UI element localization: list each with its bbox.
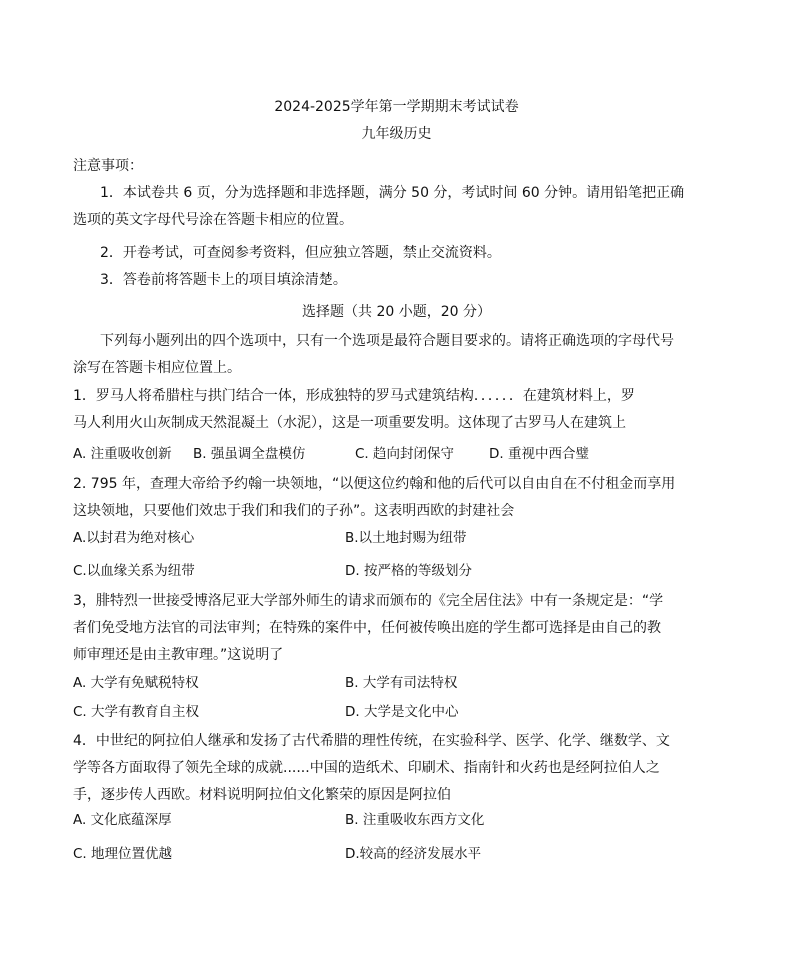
question-4-line-2: 学等各方面取得了领先全球的成就......中国的造纸术、印刷术、指南针和火药也是经阿拉伯人之 bbox=[73, 760, 660, 776]
question-1-option-a: A. 注重吸收创新 bbox=[73, 446, 172, 462]
question-1-option-d: D. 重视中西合璧 bbox=[489, 446, 589, 462]
question-3-option-a: A. 大学有免赋税特权 bbox=[73, 675, 199, 691]
question-3-line-3: 师审理还是由主教审理。”这说明了 bbox=[73, 647, 284, 663]
question-1-line-1: 1．罗马人将希腊柱与拱门结合一体，形成独特的罗马式建筑结构．．．．．．在建筑材料上，罗 bbox=[73, 388, 635, 404]
notice-item-1-line-1: 1．本试卷共 6 页，分为选择题和非选择题，满分 50 分，考试时间 60 分钟。请用铅笔把正确 bbox=[100, 185, 685, 201]
notice-item-1-line-2: 选项的英文字母代号涂在答题卡相应的位置。 bbox=[73, 212, 353, 228]
question-2-option-c: C.以血缘关系为纽带 bbox=[73, 563, 195, 579]
question-2-option-d: D. 按严格的等级划分 bbox=[345, 563, 472, 579]
question-3-option-b: B. 大学有司法特权 bbox=[345, 675, 458, 691]
notice-heading: 注意事项： bbox=[73, 158, 143, 174]
question-3-line-1: 3，腓特烈一世接受博洛尼亚大学部外师生的请求而颁布的《完全居住法》中有一条规定是：“学 bbox=[73, 593, 664, 609]
question-4-option-d: D.较高的经济发展水平 bbox=[345, 846, 482, 862]
question-2-option-b: B.以土地封赐为纽带 bbox=[345, 530, 467, 546]
exam-title: 2024-2025学年第一学期期末考试试卷 bbox=[274, 99, 519, 115]
notice-item-2: 2．开卷考试，可查阅参考资料，但应独立答题，禁止交流资料。 bbox=[100, 245, 501, 261]
question-3-line-2: 者们免受地方法官的司法审判；在特殊的案件中，任何被传唤出庭的学生都可选择是由自己的教 bbox=[73, 620, 661, 636]
section-intro-line-2: 涂写在答题卡相应位置上。 bbox=[73, 360, 241, 376]
question-2-line-2: 这块领地，只要他们效忠于我们和我们的子孙”。这表明西欧的封建社会 bbox=[73, 503, 515, 519]
notice-item-3: 3．答卷前将答题卡上的项目填涂清楚。 bbox=[100, 272, 347, 288]
question-4-option-a: A. 文化底蕴深厚 bbox=[73, 812, 172, 828]
question-4-option-c: C. 地理位置优越 bbox=[73, 846, 173, 862]
section-title: 选择题（共 20 小题，20 分） bbox=[302, 304, 491, 320]
section-intro-line-1: 下列每小题列出的四个选项中，只有一个选项是最符合题目要求的。请将正确选项的字母代号 bbox=[100, 333, 674, 349]
exam-subtitle: 九年级历史 bbox=[361, 126, 432, 142]
question-2-option-a: A.以封君为绝对核心 bbox=[73, 530, 195, 546]
question-1-option-c: C. 趋向封闭保守 bbox=[355, 446, 455, 462]
question-2-line-1: 2. 795 年，查理大帝给予约翰一块领地，“以便这位约翰和他的后代可以自由自在不付租金而享用 bbox=[73, 476, 676, 492]
question-3-option-d: D. 大学是文化中心 bbox=[345, 704, 459, 720]
question-3-option-c: C. 大学有教育自主权 bbox=[73, 704, 200, 720]
question-4-line-1: 4．中世纪的阿拉伯人继承和发扬了古代希腊的理性传统，在实验科学、医学、化学、继数学、文 bbox=[73, 733, 670, 749]
question-4-option-b: B. 注重吸收东西方文化 bbox=[345, 812, 485, 828]
question-1-line-2: 马人利用火山灰制成天然混凝土（水泥），这是一项重要发明。这体现了古罗马人在建筑上 bbox=[73, 415, 626, 431]
question-4-line-3: 手，逐步传人西欧。材料说明阿拉伯文化繁荣的原因是阿拉伯 bbox=[73, 787, 451, 803]
question-1-option-b: B. 强虽调全盘模仿 bbox=[193, 446, 306, 462]
